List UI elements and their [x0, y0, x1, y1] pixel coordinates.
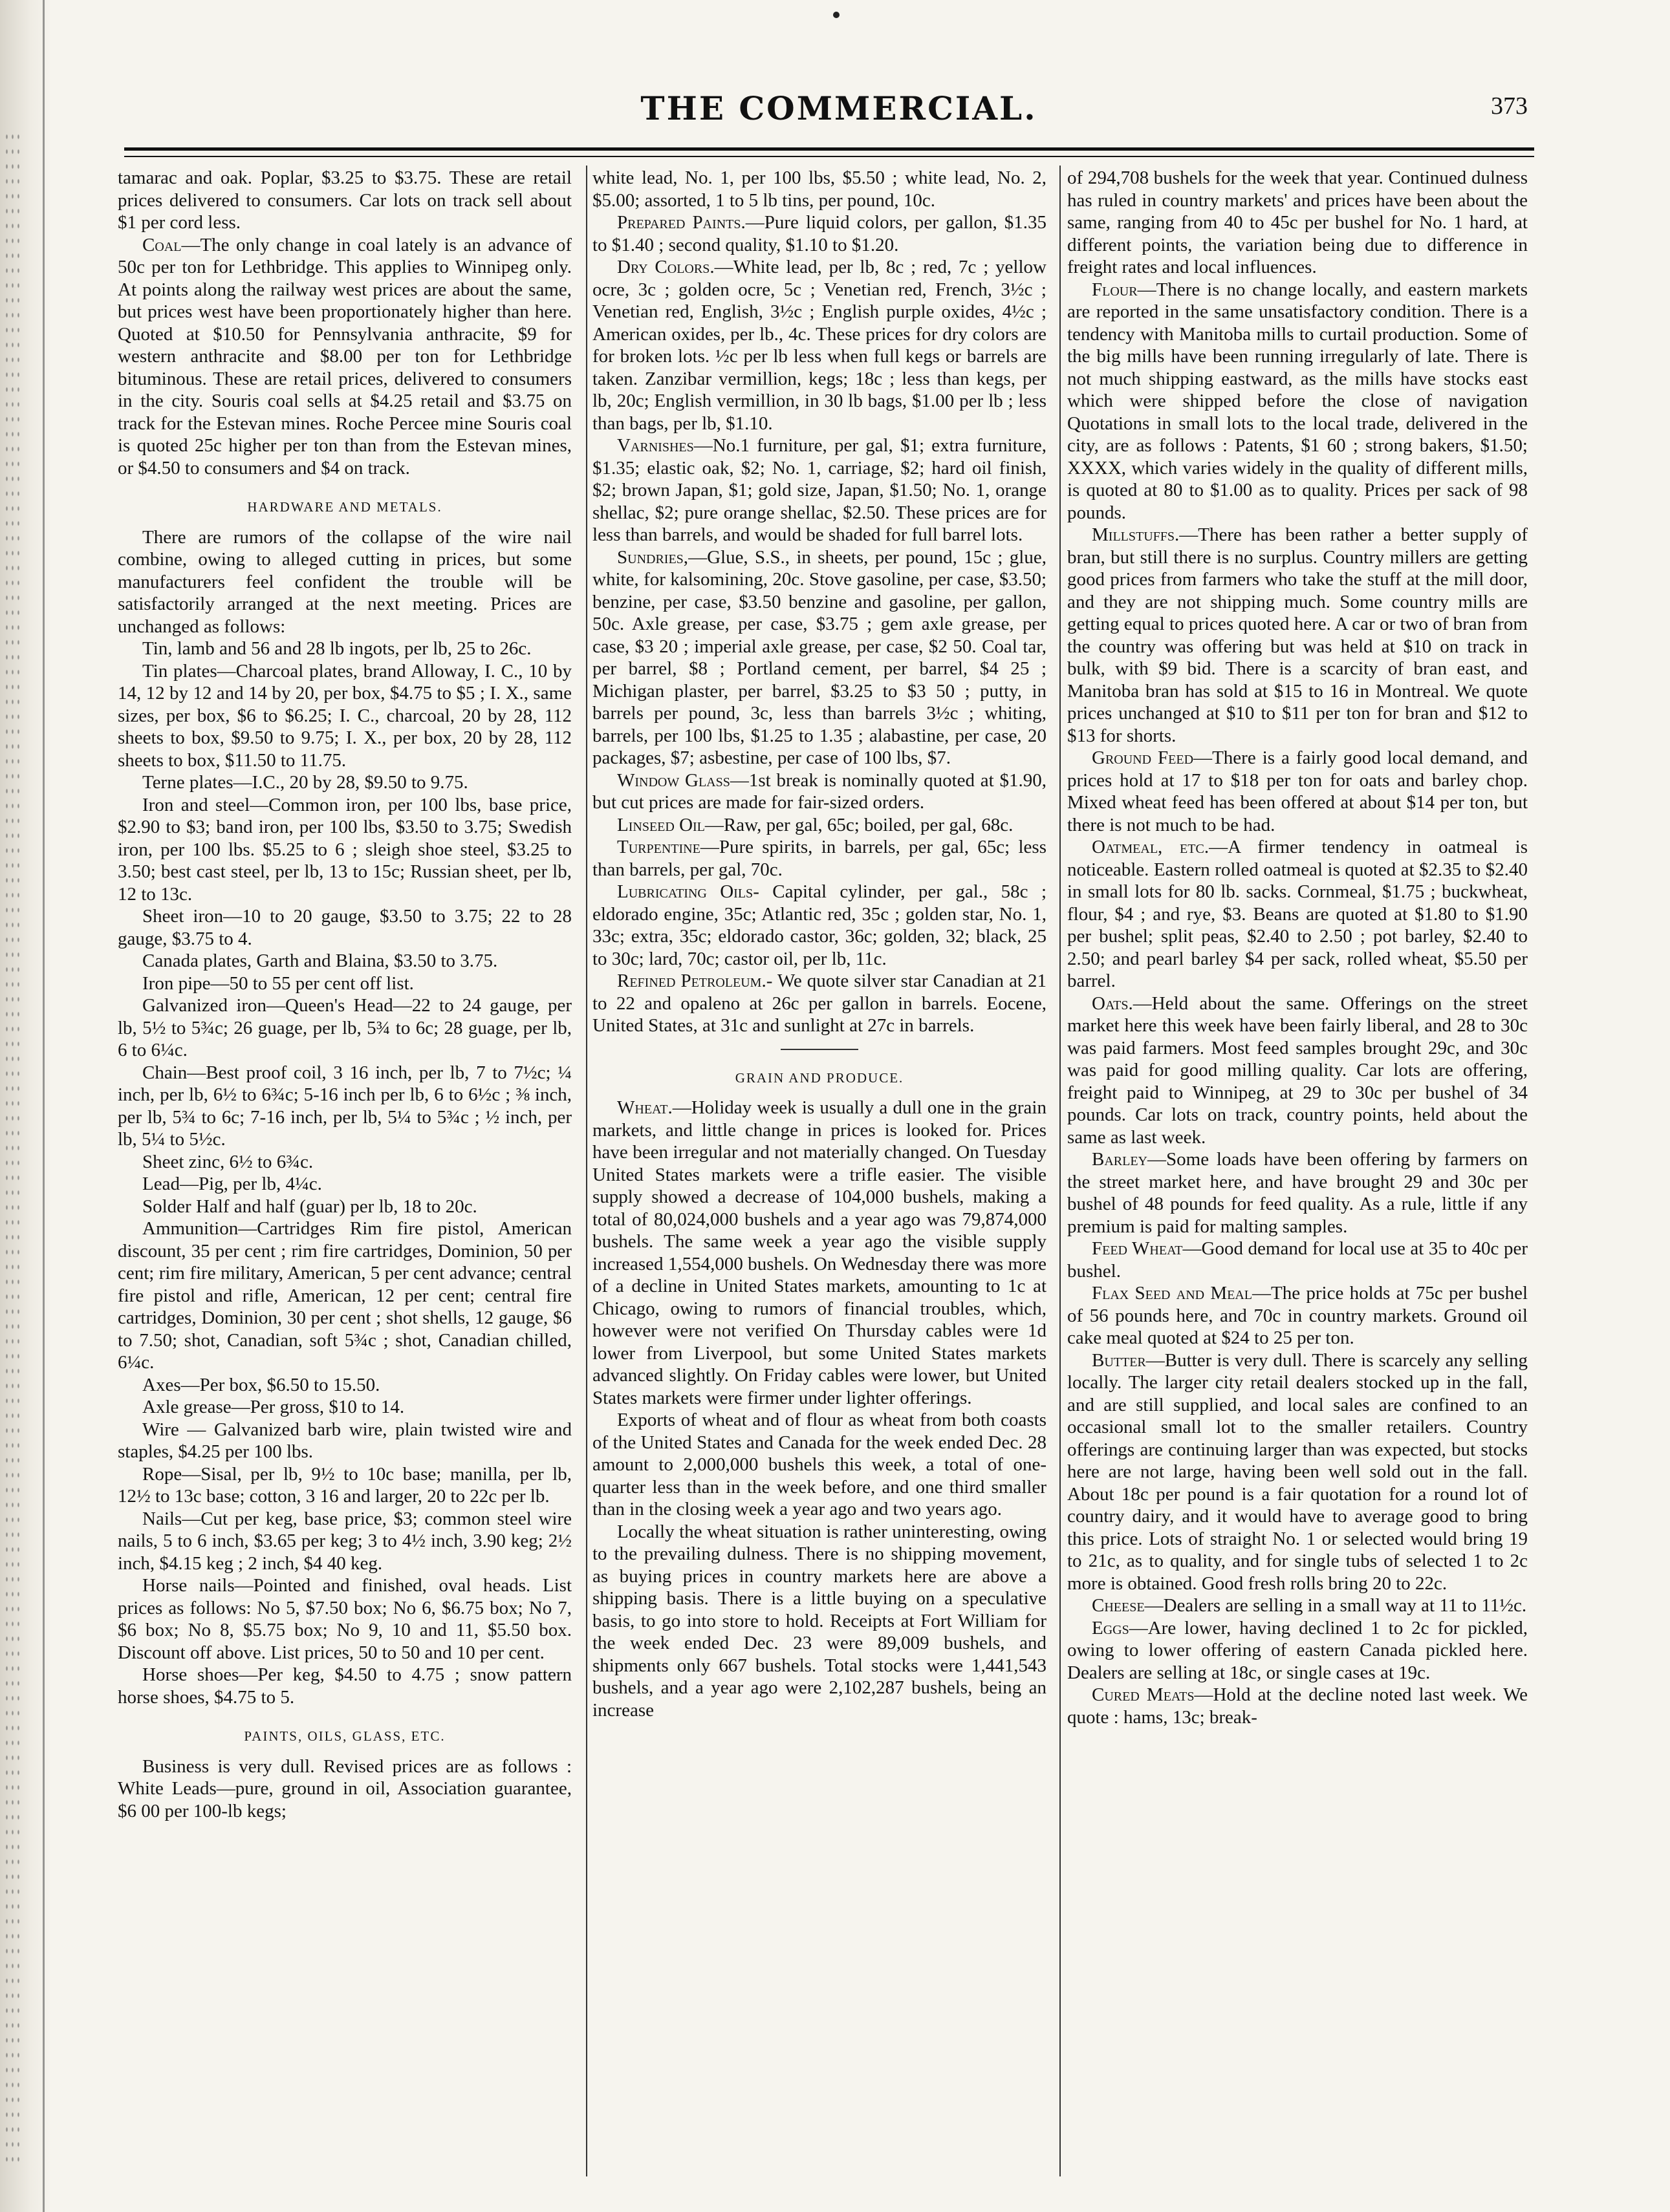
paragraph: of 294,708 bushels for the week that year. Continued dulness has ruled in country markets' and prices have been about the same, ranging from 40 to 45c per bushel for No. 1 hard, at different points, the variation being due to difference in freight rates and local influences.: [1067, 167, 1528, 277]
paragraph: Canada plates, Garth and Blaina, $3.50 to 3.75.: [142, 950, 498, 971]
paragraph: Prepared Paints.—Pure liquid colors, per gallon, $1.35 to $1.40 ; second quality, $1.10 to $1.20.: [592, 212, 1047, 255]
section-heading-hardware: HARDWARE AND METALS.: [247, 499, 442, 515]
paragraph: Nails—Cut per keg, base price, $3; common steel wire nails, 5 to 6 inch, $3.65 per keg; 3 to 4½ inch, 3.90 keg; 2½ inch, $4.15 keg ; 2 inch, $4 40 keg.: [118, 1508, 572, 1574]
paragraph: Solder Half and half (guar) per lb, 18 to 20c.: [142, 1196, 477, 1217]
paragraph: Iron and steel—Common iron, per 100 lbs, base price, $2.90 to $3; band iron, per 100 lbs, $3.50 to 3.75; Swedish iron, per 100 lbs. $5.25 to 6 ; sleigh shoe steel, $3.25 to 3.50; best cast steel, per lb, 13 to 15c; Russian sheet, per lb, 12 to 13c.: [118, 794, 572, 905]
paragraph: Window Glass—1st break is nominally quoted at $1.90, but cut prices are made for fair-sized orders.: [592, 769, 1046, 813]
paragraph: Locally the wheat situation is rather uninteresting, owing to the prevailing dulness. There is no shipping movement, as buying prices in country markets here are above a shipping basis. There is a little buying on a speculative basis, to go into store to hold. Receipts at Fort William for the week ended Dec. 23 were 89,009 bushels, and shipments only 667 bushels. Total stocks were 1,441,543 bushels, and a year ago were 2,102,287 bushels, being an increase: [592, 1521, 1046, 1721]
ink-mark: [833, 12, 840, 18]
publication-title: THE COMMERCIAL.: [640, 89, 1037, 127]
paragraph: Chain—Best proof coil, 3 16 inch, per lb, 7 to 7½c; ¼ inch, per lb, 6½ to 6¾c; 5-16 inch per lb, 6 to 6½c ; ⅜ inch, per lb, 5¾ to 6c; 7-16 inch, per lb, 5¼ to 5¾c ; ½ inch, per lb, 5¼ to 5½c.: [118, 1062, 572, 1150]
paragraph: Feed Wheat—Good demand for local use at 35 to 40c per bushel.: [1067, 1238, 1528, 1282]
paragraph: Rope—Sisal, per lb, 9½ to 10c base; manilla, per lb, 12½ to 13c base; cotton, 3 16 and larger, 20 to 22c per lb.: [118, 1463, 572, 1507]
paragraph: Business is very dull. Revised prices are as follows : White Leads—pure, ground in oil, Association guarantee, $6 00 per 100-lb kegs;: [118, 1756, 572, 1821]
section-rule: [781, 1049, 858, 1050]
paragraph: Flax Seed and Meal—The price holds at 75c per bushel of 56 pounds here, and 70c in country markets. Ground oil cake meal quoted at $24 to 25 per ton.: [1067, 1283, 1528, 1348]
paragraph: Lead—Pig, per lb, 4¼c.: [142, 1174, 322, 1194]
page-number: 373: [1491, 92, 1528, 120]
paragraph: Terne plates—I.C., 20 by 28, $9.50 to 9.75.: [142, 772, 468, 793]
paragraph: tamarac and oak. Poplar, $3.25 to $3.75. These are retail prices delivered to consumers. Car lots on track sell about $1 per cord less.: [118, 167, 572, 233]
section-heading-paints: PAINTS, OILS, GLASS, ETC.: [244, 1728, 446, 1744]
paragraph: Eggs—Are lower, having declined 1 to 2c for pickled, owing to lower offering of eastern Canada pickled here. Dealers are selling at 18c, or single cases at 19c.: [1067, 1617, 1528, 1683]
masthead: [124, 89, 1554, 128]
paragraph: Flour—There is no change locally, and eastern markets are reported in the same unsatisfactory condition. There is a tendency with Manitoba mills to curtail production. Some of the big mills have been running irregularly of late. There is not much shipping eastward, as the mills have stocks east which were shipped before the close of navigation Quotations in small lots to the local trade, delivered in the city, are as follows : Patents, $1 60 ; strong bakers, $1.50; XXXX, which varies widely in the quality of different mills, is quoted at 80 to $1.00 as to quality. Prices per sack of 98 pounds.: [1067, 279, 1528, 523]
paragraph: Iron pipe—50 to 55 per cent off list.: [142, 972, 414, 994]
paragraph: Varnishes—No.1 furniture, per gal, $1; extra furniture, $1.35; elastic oak, $2; No. 1, carriage, $2; hard oil finish, $2; brown Japan, $1; gold size, Japan, $1.50; No. 1, orange shellac, $2; pure orange shellac, $2.50. These prices are for less than barrels, and would be shaded for full barrel lots.: [592, 435, 1046, 545]
column-divider: [586, 166, 587, 2176]
paragraph: Sheet iron—10 to 20 gauge, $3.50 to 3.75; 22 to 28 gauge, $3.75 to 4.: [118, 906, 572, 949]
paragraph: Oatmeal, etc.—A firmer tendency in oatmeal is noticeable. Eastern rolled oatmeal is quoted at $2.35 to $2.40 in small lots for 80 lb. sacks. Cornmeal, $1.75 ; buckwheat, flour, $4 ; and rye, $3. Beans are quoted at $1.80 to $1.90 per bushel; split peas, $2.40 to 2.50 ; pot barley, $2.40 to 2.50; and pearl barley $4 per sack, rolled wheat, $5.50 per barrel.: [1067, 837, 1528, 991]
paragraph: Dry Colors.—White lead, per lb, 8c ; red, 7c ; yellow ocre, 3c ; golden ocre, 5c ; Venetian red, French, 3½c ; Venetian red, English, 3½c ; English purple oxides, 4½c ; American oxides, per lb., 4c. These prices for dry colors are for broken lots. ½c per lb less when full kegs or barrels are taken. Zanzibar vermillion, kegs; 18c ; less than kegs, per lb, 20c; English vermillion, in 30 lb bags, $1.00 per lb ; less than bags, per lb, $1.10.: [592, 257, 1046, 434]
header-rule-thin: [124, 156, 1534, 157]
paragraph: Ammunition—Cartridges Rim fire pistol, American discount, 35 per cent ; rim fire cartridges, Dominion, 50 per cent; rim fire military, American, 5 per cent advance; central fire pistol and rifle, American, 12 per cent; central fire cartridges, Dominion, 30 per cent ; shot shells, 12 gauge, $6 to 7.50; shot, Canadian, soft 5¾c ; shot, Canadian chilled, 6¼c.: [118, 1218, 572, 1373]
paragraph: Wire — Galvanized barb wire, plain twisted wire and staples, $4.25 per 100 lbs.: [118, 1419, 572, 1462]
paragraph: Barley—Some loads have been offering by farmers on the street market here, and have brought 29 and 30c per bushel of 48 pounds for feed quality. As a rule, little if any premium is paid for malting samples.: [1067, 1149, 1528, 1237]
paragraph: Lubricating Oils- Capital cylinder, per gal., 58c ; eldorado engine, 35c; Atlantic red, 35c ; golden star, No. 1, 33c; extra, 35c; eldorado castor, 36c; golden, 32; black, 25 to 30c; lard, 70c; castor oil, per lb, 11c.: [592, 881, 1047, 969]
paragraph: Sheet zinc, 6½ to 6¾c.: [142, 1151, 314, 1172]
column-3: [1067, 167, 1528, 1728]
paragraph: Turpentine—Pure spirits, in barrels, per gal, 65c; less than barrels, per gal, 70c.: [592, 837, 1046, 880]
paragraph: Butter—Butter is very dull. There is scarcely any selling locally. The larger city retail dealers stocked up in the fall, and are still supplied, and local sales are confined to an occasional small lot to the smaller retailers. Country offerings are continuing larger than was expected, but stocks here are not large, having been well sold out in the fall. About 18c per pound is a fair quotation for a round lot of country dairy, and it would have to average good to bring this price. Lots of straight No. 1 or selected would bring 19 to 21c, as to quality, and for single tubs of selected 1 to 2c more is obtained. Good fresh rolls bring 20 to 22c.: [1067, 1349, 1528, 1594]
paragraph: Axes—Per box, $6.50 to 15.50.: [142, 1374, 380, 1395]
paragraph: Horse shoes—Per keg, $4.50 to 4.75 ; snow pattern horse shoes, $4.75 to 5.: [118, 1664, 572, 1708]
paragraph-coal: Coal—The only change in coal lately is an advance of 50c per ton for Lethbridge. This applies to Winnipeg only. At points along the railway west prices are about the same, but prices west have been proportionately higher than here. Quoted at $10.50 for Pennsylvania anthracite, $9 for western anthracite and $8.00 per ton for Lethbridge bituminous. These are retail prices, delivered to consumers in the city. Souris coal sells at $4.25 retail and $3.75 on track for the Estevan mines. Roche Percee mine Souris coal is quoted 25c higher per ton than from the Estevan mines, or $4.50 to consumers and $4 on track.: [118, 234, 572, 478]
paragraph: Oats.—Held about the same. Offerings on the street market here this week have been fairly liberal, and 28 to 30c was paid farmers. Most feed samples brought 29c, and 30c was paid for good milling quality. Car lots are offering, freight paid to Winnipeg, at 29 to 30c per bushel of 34 pounds. Car lots on track, country points, held about the same as last week.: [1067, 993, 1528, 1148]
paragraph: white lead, No. 1, per 100 lbs, $5.50 ; white lead, No. 2, $5.00; assorted, 1 to 5 lb tins, per pound, 10c.: [592, 167, 1046, 211]
paragraph: Millstuffs.—There has been rather a better supply of bran, but still there is no surplus. Country millers are getting good prices from farmers who take the stuff at the mill door, and they are not shipping much. Some country mills are getting equal to prices quoted here. A car or two of bran from the country was offering but was held at $10 on track in bulk, with $9 bid. There is a scarcity of bran east, and Manitoba bran has sold at $15 to 16 in Montreal. We quote prices unchanged at $10 to $11 per ton for bran and $12 to $13 for shorts.: [1067, 524, 1528, 746]
header-rule-thick: [124, 147, 1534, 151]
paragraph: Linseed Oil—Raw, per gal, 65c; boiled, per gal, 68c.: [617, 814, 1014, 835]
paragraph: Tin, lamb and 56 and 28 lb ingots, per lb, 25 to 26c.: [142, 638, 532, 659]
column-1: [118, 167, 572, 1822]
paragraph: Cured Meats—Hold at the decline noted last week. We quote : hams, 13c; break-: [1067, 1684, 1528, 1728]
binding-line: [43, 0, 45, 2212]
paragraph: Galvanized iron—Queen's Head—22 to 24 gauge, per lb, 5½ to 5¾c; 26 guage, per lb, 5¾ to 6c; 28 guage, per lb, 6 to 6¼c.: [118, 995, 572, 1060]
section-heading-grain: GRAIN AND PRODUCE.: [735, 1069, 904, 1086]
column-divider: [1059, 166, 1061, 2176]
paragraph: Sundries,—Glue, S.S., in sheets, per pound, 15c ; glue, white, for kalsomining, 20c. Stove gasoline, per case, $3.50; benzine, per case, $3.50 benzine and gasoline, per gallon, 50c. Axle grease, per case, $3.75 ; gem axle grease, per case, $3 20 ; imperial axle grease, per case, $2 50. Coal tar, per barrel, $8 ; Portland cement, per barrel, $4 25 ; Michigan plaster, per barrel, $3.25 to $3 50 ; putty, in barrels per pound, 3c, less than barrels 3½c ; whiting, barrels, per 100 lbs, $1.25 to 1.35 ; alabastine, per case, 20 packages, $7; asbestine, per case of 100 lbs, $7.: [592, 546, 1046, 768]
column-2: [592, 167, 1046, 1721]
paragraph: There are rumors of the collapse of the wire nail combine, owing to alleged cutting in prices, but some manufacturers feel confident the trouble will be satisfactorily arranged at the next meeting. Prices are unchanged as follows:: [118, 526, 572, 637]
paragraph: Horse nails—Pointed and finished, oval heads. List prices as follows: No 5, $7.50 box; No 6, $6.75 box; No 7, $6 box; No 8, $5.75 box; No 9, 10 and 11, $5.50 box. Discount off above. List prices, 50 to 50 and 10 per cent.: [118, 1575, 572, 1663]
paragraph: Cheese—Dealers are selling in a small way at 11 to 11½c.: [1092, 1595, 1527, 1616]
paragraph: Axle grease—Per gross, $10 to 14.: [142, 1397, 405, 1417]
paragraph: Tin plates—Charcoal plates, brand Alloway, I. C., 10 by 14, 12 by 12 and 14 by 20, per box, $4.75 to $5 ; I. X., same sizes, per box, $6 to $6.25; I. C., charcoal, 20 by 28, 112 sheets to box, $9.50 to 9.75; I. X., per box, 20 by 28, 112 sheets to box, $11.50 to 11.75.: [118, 660, 572, 771]
paragraph: Refined Petroleum.- We quote silver star Canadian at 21 to 22 and opaleno at 26c per gallon in barrels. Eocene, United States, at 31c and sunlight at 27c in barrels.: [592, 971, 1046, 1036]
paragraph: Ground Feed—There is a fairly good local demand, and prices hold at 17 to $18 per ton for oats and barley chop. Mixed wheat feed has been offered at about $14 per ton, but there is not much to be had.: [1067, 747, 1528, 835]
paragraph: Wheat.—Holiday week is usually a dull one in the grain markets, and little change in prices is looked for. Prices have been irregular and not materially changed. On Tuesday United States markets were a trifle easier. The visible supply showed a decrease of 104,000 bushels, making a total of 80,024,000 bushels and a year ago was 79,874,000 bushels. The same week a year ago the visible supply increased 1,554,000 bushels. On Wednesday there was more of a decline in United States markets, amounting to 1c at Chicago, owing to rumors of financial troubles, which, however were not verified On Thursday cables were 1d lower from Liverpool, but some United States markets advanced slightly. On Friday cables were lower, but United States markets were firmer under lighter offerings.: [592, 1097, 1046, 1408]
paragraph: Exports of wheat and of flour as wheat from both coasts of the United States and Canada for the week ended Dec. 28 amount to 2,000,000 bushels this week, a total of one-quarter less than in the week before, and one third smaller than in the closing week a year ago and two years ago.: [592, 1410, 1046, 1519]
